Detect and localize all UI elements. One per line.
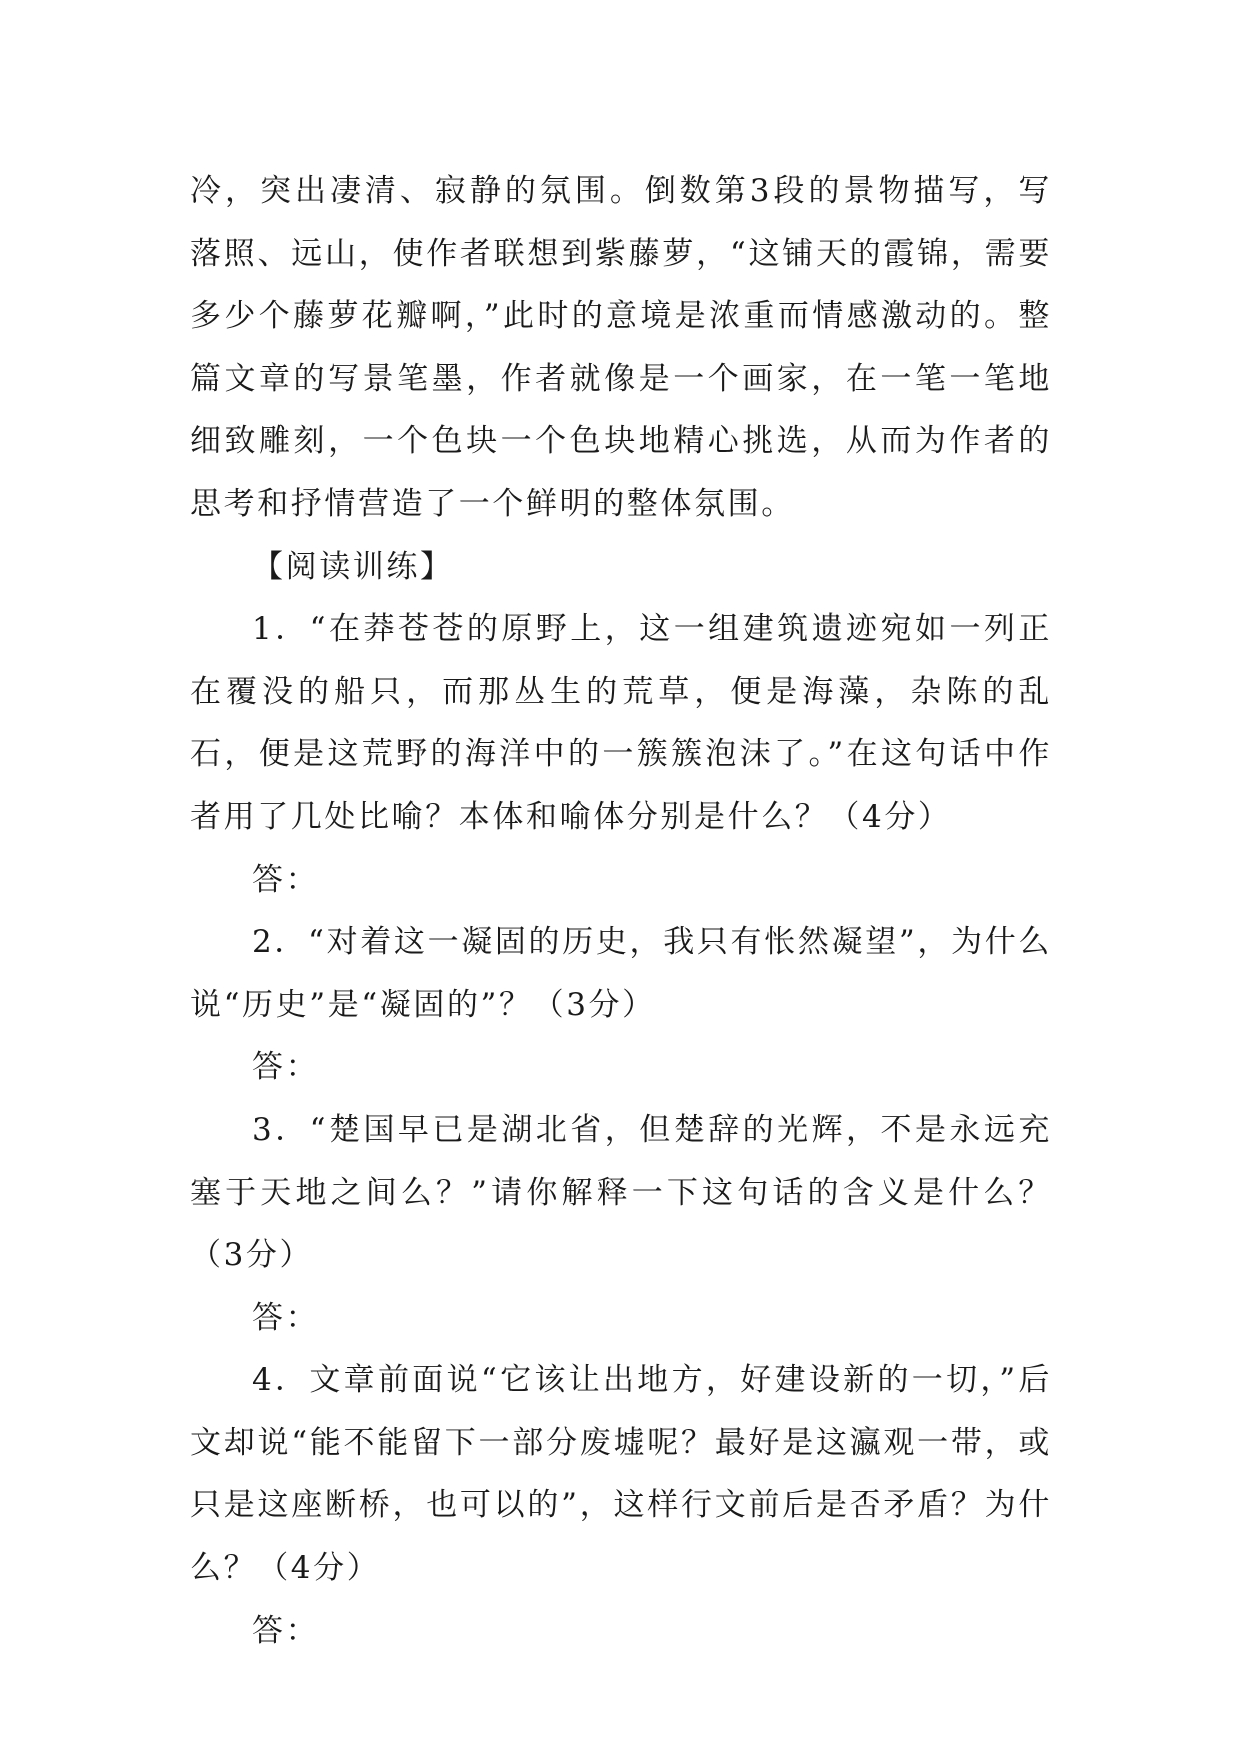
answer-label-3: 答： [252, 1299, 320, 1336]
answer-label-4: 答： [252, 1612, 320, 1649]
section-heading: 【阅读训练】 [252, 548, 454, 585]
answer-label-1: 答： [252, 861, 320, 898]
question-4: 4．文章前面说“它该让出地方，好建设新的一切，”后文却说“能不能留下一部分废墟呢？最好是这瀛观一带，或只是这座断桥，也可以的”，这样行文前后是否矛盾？为什么？（4分） [190, 1362, 1052, 1587]
paragraph-continuation: 冷，突出凄清、寂静的氛围。倒数第3段的景物描写，写落照、远山，使作者联想到紫藤萝，“这铺天的霞锦，需要多少个藤萝花瓣啊，”此时的意境是浓重而情感激动的。整篇文章的写景笔墨，作者就像是一个画家，在一笔一笔地细致雕刻，一个色块一个色块地精心挑选，从而为作者的思考和抒情营造了一个鲜明的整体氛围。 [190, 173, 1052, 522]
question-3: 3．“楚国早已是湖北省，但楚辞的光辉，不是永远充塞于天地之间么？”请你解释一下这句话的含义是什么？（3分） [190, 1111, 1052, 1274]
question-1: 1．“在莽苍苍的原野上，这一组建筑遗迹宛如一列正在覆没的船只，而那丛生的荒草，便是海藻，杂陈的乱石，便是这荒野的海洋中的一簇簇泡沫了。”在这句话中作者用了几处比喻？本体和喻体分别是什么？（4分） [190, 611, 1052, 835]
question-2: 2．“对着这一凝固的历史，我只有怅然凝望”，为什么说“历史”是“凝固的”？（3分） [190, 924, 1052, 1023]
answer-label-2: 答： [252, 1049, 320, 1086]
document-body [190, 160, 1052, 1662]
